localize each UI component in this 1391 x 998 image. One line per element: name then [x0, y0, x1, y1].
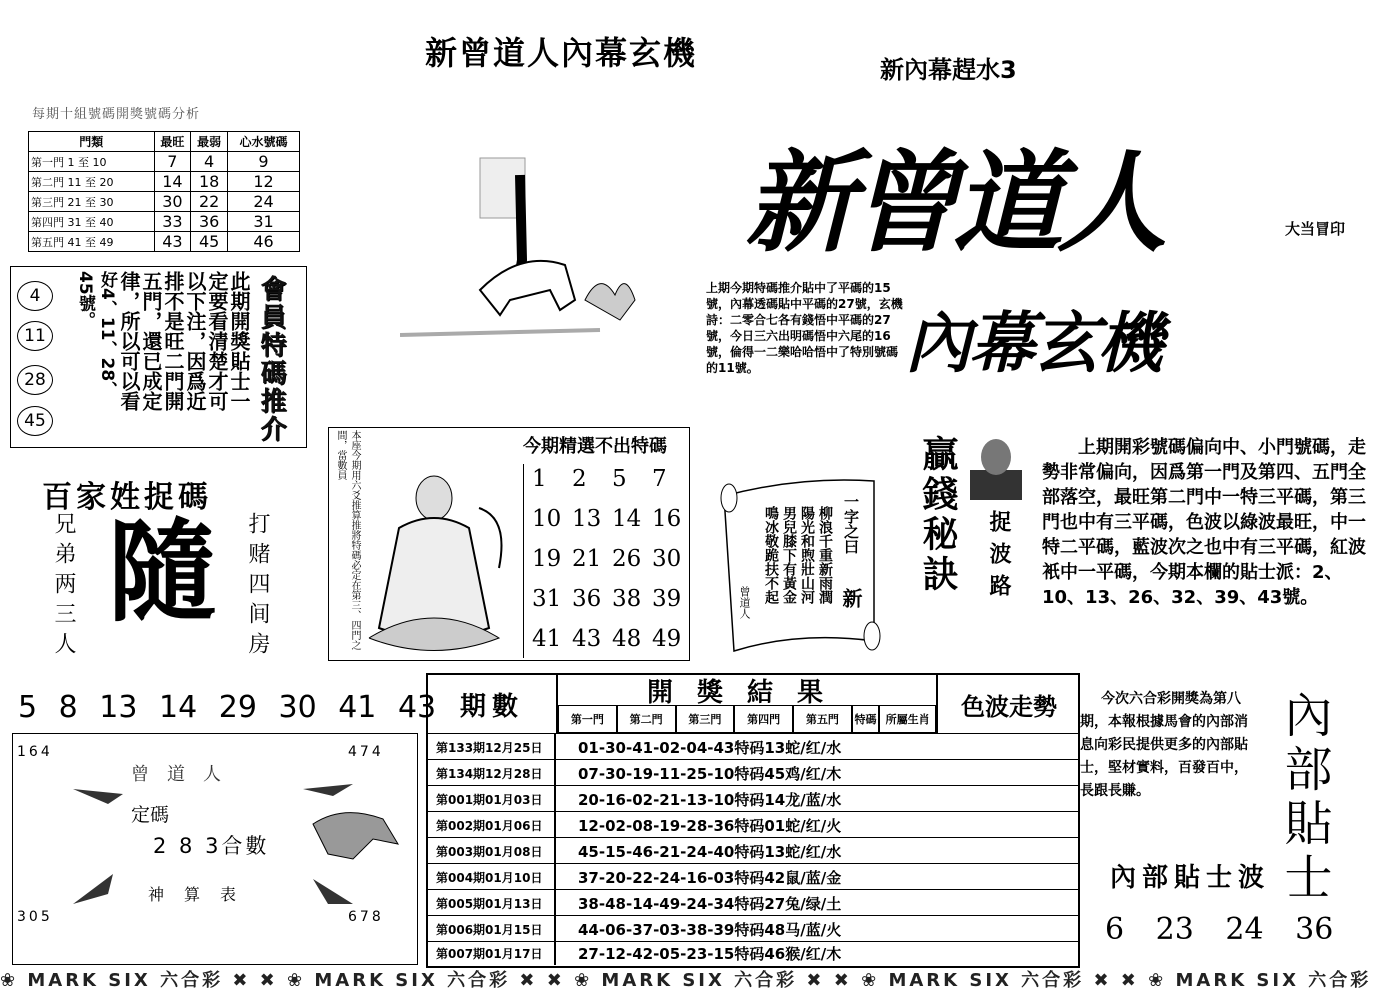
picked-number: 49 — [652, 626, 682, 652]
door-label: 第五門 41 至 49 — [29, 232, 155, 252]
corner-number: 164 — [17, 744, 53, 760]
circle-number: 11 — [17, 321, 53, 351]
picked-number: 38 — [612, 586, 642, 612]
picked-number: 43 — [572, 626, 602, 652]
table-row — [428, 811, 1078, 838]
pick-cell: 9 — [228, 152, 300, 172]
picked-number: 7 — [652, 466, 667, 492]
door-label: 第三門 21 至 30 — [29, 192, 155, 212]
verse-text: 本座今期用六爻推算推將特碼必定在第三、四門之間，當數員 — [335, 430, 360, 650]
row-value: 07-30-19-11-25-10特码45鸡/红/木 — [578, 764, 842, 783]
tip-column: 五門，還已成定 — [139, 271, 163, 411]
surname-panel — [12, 462, 302, 662]
arrows-illustration — [13, 734, 417, 964]
wave-path-title: 捉波路 — [986, 510, 1011, 606]
table-row — [428, 759, 1078, 786]
max-cell: 14 — [154, 172, 191, 192]
min-cell: 22 — [191, 192, 228, 212]
tip-panel — [10, 266, 307, 448]
row-value: 12-02-08-19-28-36特码01蛇/红/火 — [578, 816, 842, 835]
surname-right-text: 打赌四间房 — [245, 512, 270, 662]
picked-number: 30 — [652, 546, 682, 572]
subheader-cell: 第一門 — [558, 705, 617, 733]
poem-line: 陽光和煦壯山河 — [799, 506, 815, 604]
fixed-code-label: 定碼 — [131, 804, 170, 826]
draw-number: 30 — [278, 690, 317, 725]
picked-number: 36 — [572, 586, 602, 612]
corner-number: 474 — [348, 744, 384, 760]
results-table — [426, 673, 1080, 968]
picked-number: 5 — [612, 466, 627, 492]
picked-number: 41 — [532, 626, 562, 652]
table-row — [29, 212, 300, 232]
result-subheaders — [558, 705, 936, 733]
table-row — [29, 152, 300, 172]
tip-column: 排不是旺二門開 — [161, 271, 185, 411]
row-period: 第007期01月17日 — [428, 942, 556, 965]
tip-wave-number: 23 — [1155, 912, 1194, 947]
draw-number: 13 — [99, 690, 138, 725]
surname-left-text: 兄弟两三人 — [51, 512, 76, 662]
row-period: 第004期01月10日 — [428, 864, 556, 890]
portrait-icon — [962, 435, 1030, 505]
tip-heading: 會員特碼推介 — [256, 275, 286, 443]
tip-column: 律，所以可以看 — [117, 271, 141, 411]
pick-cell: 46 — [228, 232, 300, 252]
footer-strip: ❀ MARK SIX 六合彩 ✖ ✖ ❀ MARK SIX 六合彩 ✖ ✖ ❀ MARK SIX 六合彩 ✖ ✖ ❀ MARK SIX 六合彩 ✖ ✖ ❀ MARK SIX 六合彩 — [0, 970, 1372, 991]
draw-number: 8 — [58, 690, 78, 725]
corner-number: 305 — [17, 909, 53, 925]
min-cell: 4 — [191, 152, 228, 172]
poem-line: 男兒膝下有黃金 — [781, 506, 797, 604]
picked-number: 14 — [612, 506, 642, 532]
surname-title: 百家姓捉碼 — [42, 480, 212, 515]
door-table — [28, 131, 300, 252]
sum-text: 2 8 3合數 — [153, 834, 270, 858]
header-cell: 心水號碼 — [228, 132, 300, 152]
notice-text: 今次六合彩開獎為第八期，本報根據馬會的內部消息向彩民提供更多的內部貼士，堅材實料，百發百中，長跟長賺。 — [1080, 691, 1248, 799]
table-row — [428, 889, 1078, 916]
tip-column: 以下注，因爲近 — [183, 271, 207, 411]
row-value: 45-15-46-21-24-40特码13蛇/红/水 — [578, 842, 842, 861]
draw-number: 29 — [218, 690, 257, 725]
door-label: 第二門 11 至 20 — [29, 172, 155, 192]
circle-number: 45 — [17, 406, 53, 436]
picked-number: 16 — [652, 506, 682, 532]
sub-title: 新內幕趕水3 — [880, 56, 1017, 84]
picked-number: 39 — [652, 586, 682, 612]
row-period: 第133期12月25日 — [428, 734, 556, 760]
poem-line: 鳴冰敬跪扶不起 — [763, 506, 779, 604]
poem-scroll — [714, 466, 884, 656]
wave-header: 色波走勢 — [936, 675, 1080, 733]
inside-tip-title: 內部貼士 — [1276, 690, 1332, 906]
picked-grid — [523, 464, 688, 658]
circle-number: 28 — [17, 365, 53, 395]
pick-cell: 24 — [228, 192, 300, 212]
row-period: 第005期01月13日 — [428, 890, 556, 916]
picked-title: 今期精選不出特碼 — [523, 436, 667, 457]
tip-column: 45號。 — [75, 271, 95, 329]
max-cell: 33 — [154, 212, 191, 232]
tip-column: 好4、11、28、 — [97, 271, 117, 399]
picked-number: 48 — [612, 626, 642, 652]
header-cell: 門類 — [29, 132, 155, 152]
door-table-caption: 每期十組號碼開獎號碼分析 — [32, 107, 201, 122]
picked-number: 10 — [532, 506, 562, 532]
figure-box — [12, 733, 418, 965]
last-period-text: 上期今期特碼推介貼中了平碼的15號，內幕透碼貼中平碼的27號，玄機詩：二零合七各有錢悟中平碼的27號，今日三六出明碼悟中六尾的16號，倫得一二樂哈哈悟中了特別號碼的11號。 — [706, 281, 903, 375]
table-row — [428, 733, 1078, 760]
brand-title: 新曾道人 — [745, 139, 1161, 267]
draw-number: 5 — [18, 690, 38, 725]
tip-wave-number: 24 — [1225, 912, 1264, 947]
subheader-cell: 第四門 — [734, 705, 793, 733]
subheader-cell: 第五門 — [793, 705, 852, 733]
picked-number: 2 — [572, 466, 587, 492]
row-value: 27-12-42-05-23-15特码46猴/红/木 — [578, 945, 842, 963]
subheader-cell: 所屬生肖 — [879, 705, 936, 733]
row-period: 第134期12月28日 — [428, 760, 556, 786]
draw-number: 41 — [338, 690, 377, 725]
brand-subtitle: 內幕玄機 — [905, 305, 1161, 382]
table-row — [428, 785, 1078, 812]
draw-numbers — [18, 690, 436, 725]
figure-top-caption: 曾道人 — [131, 764, 239, 785]
picked-number: 1 — [532, 466, 547, 492]
min-cell: 45 — [191, 232, 228, 252]
row-period: 第002期01月06日 — [428, 812, 556, 838]
row-period: 第001期01月03日 — [428, 786, 556, 812]
tip-wave-numbers — [1105, 912, 1333, 947]
tip-column: 定要看清楚才可 — [205, 271, 229, 411]
tip-column: 此期開獎貼士一 — [227, 271, 251, 411]
max-cell: 43 — [154, 232, 191, 252]
door-label: 第四門 31 至 40 — [29, 212, 155, 232]
table-row — [428, 941, 1078, 965]
subheader-cell: 特碼 — [852, 705, 879, 733]
picked-number: 19 — [532, 546, 562, 572]
draw-number: 14 — [159, 690, 198, 725]
analysis-text: 上期開彩號碼偏向中、小門號碼，走勢非常偏向，因爲第一門及第四、五門全部落空，最旺第二門中一特三平碼，第三門也中有三平碼，色波以綠波最旺，中一特二平碼，藍波次之也中有三平碼，紅波衹中一平碼，今期本欄的貼士派：2、10、13、26、32、39、43號。 — [1042, 437, 1366, 608]
max-cell: 7 — [154, 152, 191, 172]
table-row — [29, 232, 300, 252]
min-cell: 36 — [191, 212, 228, 232]
poem-line: 柳浪千重新雨潤 — [817, 506, 833, 604]
figure-bottom-caption: 神算表 — [148, 885, 257, 904]
scroll-heading: 一字之曰 — [842, 494, 860, 554]
tip-wave-number: 36 — [1295, 912, 1334, 947]
scroll-new-char: 新 — [839, 588, 863, 608]
result-header: 開獎結果 — [646, 677, 847, 708]
picked-number: 21 — [572, 546, 602, 572]
row-period: 第003期01月08日 — [428, 838, 556, 864]
goddess-illustration — [349, 448, 519, 658]
pick-cell: 12 — [228, 172, 300, 192]
scroll-signature: 曾道人 — [738, 586, 751, 619]
door-label: 第一門 1 至 10 — [29, 152, 155, 172]
table-row — [428, 837, 1078, 864]
door-table-header — [29, 132, 300, 152]
picked-number: 13 — [572, 506, 602, 532]
picked-number: 26 — [612, 546, 642, 572]
picture-panel — [328, 427, 690, 661]
max-cell: 30 — [154, 192, 191, 212]
pick-cell: 31 — [228, 212, 300, 232]
corner-number: 678 — [348, 909, 384, 925]
header-cell: 最弱 — [191, 132, 228, 152]
ox-illustration — [400, 150, 660, 380]
surname-char: 隨 — [107, 508, 217, 636]
row-value: 01-30-41-02-04-43特码13蛇/红/水 — [578, 738, 842, 757]
table-row — [29, 172, 300, 192]
picked-number: 31 — [532, 586, 562, 612]
brand-small: 大当冒印 — [1285, 220, 1346, 238]
period-header: 期數 — [428, 675, 558, 733]
draw-number: 43 — [397, 690, 437, 725]
header-cell: 最旺 — [154, 132, 191, 152]
main-title: 新曾道人內幕玄機 — [425, 34, 698, 72]
row-value: 38-48-14-49-24-34特码27兔/绿/土 — [578, 894, 842, 913]
win-money-title: 贏錢秘訣 — [917, 435, 958, 595]
subheader-cell: 第三門 — [676, 705, 735, 733]
min-cell: 18 — [191, 172, 228, 192]
tip-wave-title: 內部貼士波 — [1110, 863, 1271, 893]
row-value: 20-16-02-21-13-10特码14龙/蓝/水 — [578, 790, 842, 809]
table-row — [428, 915, 1078, 942]
row-value: 44-06-37-03-38-39特码48马/蓝/火 — [578, 920, 842, 939]
table-row — [29, 192, 300, 212]
tip-wave-number: 6 — [1105, 912, 1125, 947]
table-row — [428, 863, 1078, 890]
subheader-cell: 第二門 — [617, 705, 676, 733]
row-value: 37-20-22-24-16-03特码42鼠/蓝/金 — [578, 868, 842, 887]
circle-number: 4 — [17, 281, 53, 311]
row-period: 第006期01月15日 — [428, 916, 556, 942]
